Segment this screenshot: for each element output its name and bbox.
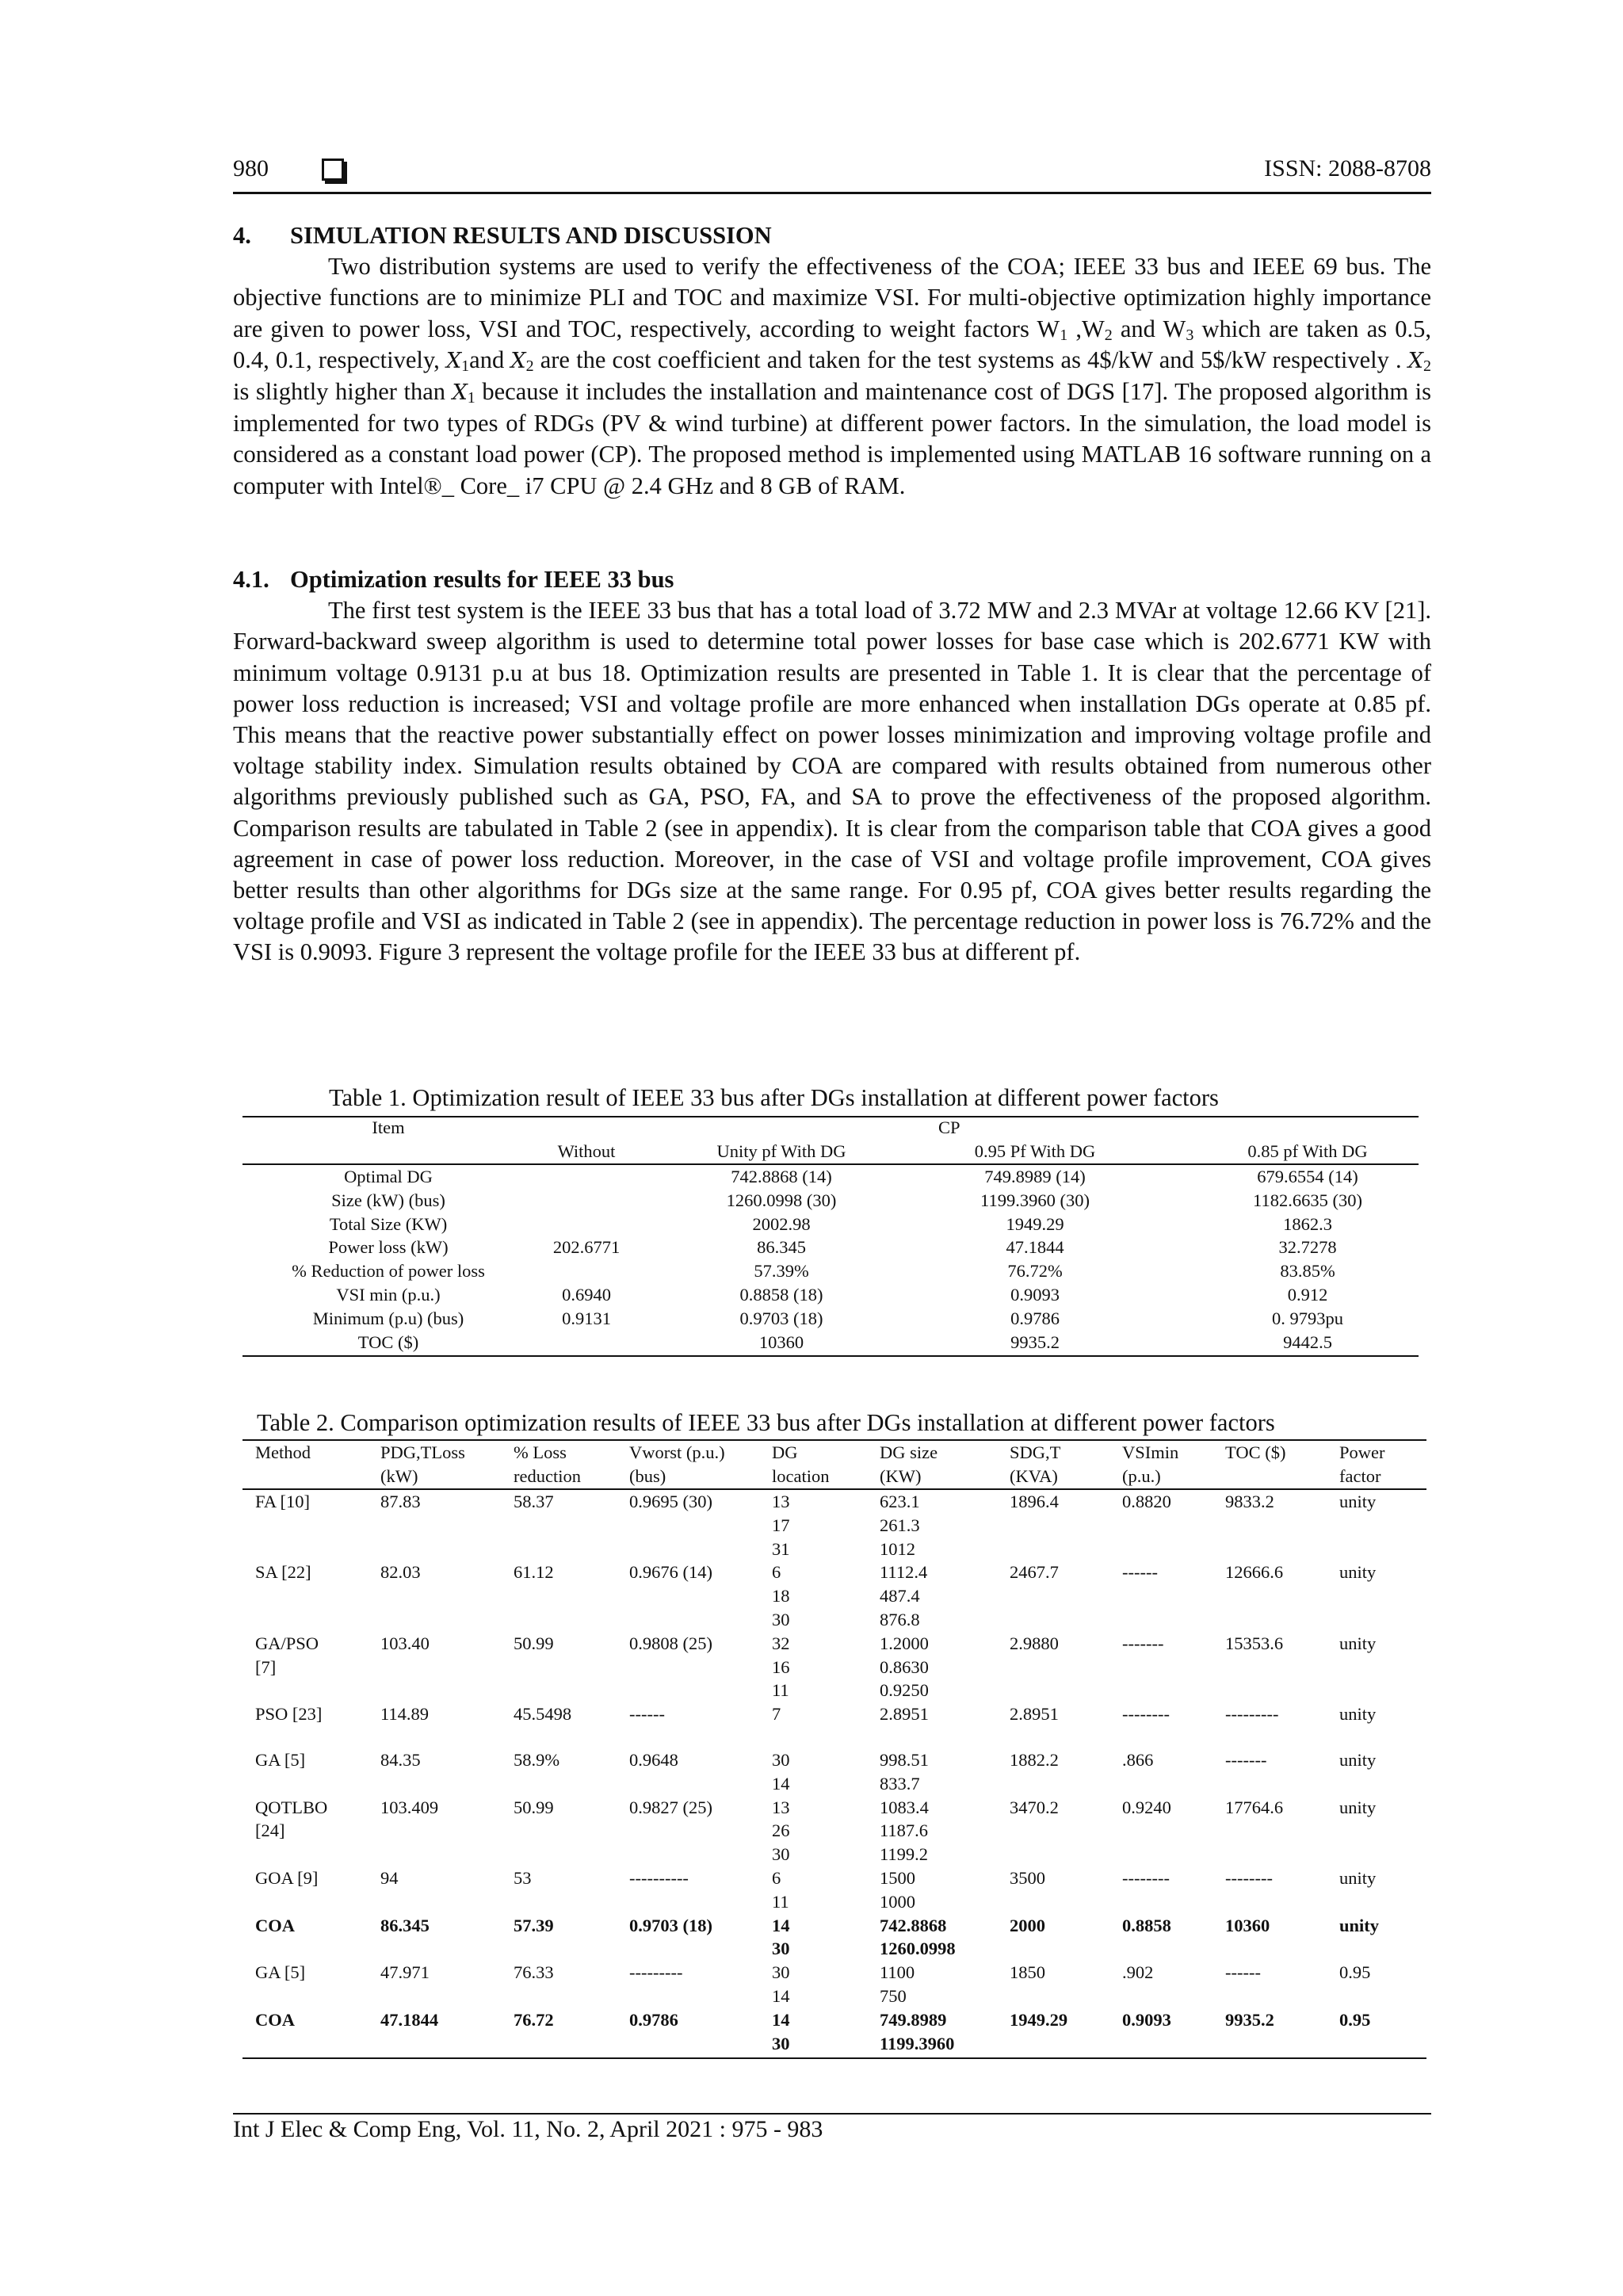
table-2-cell: 0.9240 [1122, 1797, 1171, 1817]
table-1-cell: 679.6554 (14) [1257, 1167, 1358, 1186]
table-1-cell: 2002.98 [752, 1213, 811, 1234]
table-2-cell: 26 [772, 1820, 790, 1841]
subscript: 2 [1104, 326, 1113, 344]
table-2-cell: 0.9648 [629, 1750, 678, 1770]
table-2-column-header: (KVA) [1010, 1466, 1058, 1486]
table-2-method: QOTLBO [255, 1797, 328, 1817]
table-2-cell: 0.8630 [880, 1656, 929, 1677]
table-2-cell: 0.9676 (14) [629, 1562, 712, 1583]
table-2-cell: 47.971 [380, 1962, 430, 1983]
table-2-cell: 0.95 [1339, 2009, 1371, 2030]
section-4 [233, 220, 1431, 502]
table-2-cell: 7 [772, 1704, 781, 1725]
table-2-cell: 2467.7 [1010, 1562, 1059, 1583]
table-2-cell: 30 [772, 1844, 790, 1865]
table-2-column-header: location [772, 1466, 830, 1486]
table-2-cell: 9935.2 [1225, 2009, 1274, 2030]
table-2-cell: 6 [772, 1562, 781, 1583]
table-1-cell: Power loss (kW) [328, 1237, 449, 1258]
table-2-cell: 14 [772, 1986, 790, 2006]
table-1-cell: 76.72% [1007, 1261, 1063, 1282]
para-text: and W [1112, 315, 1186, 342]
table-2-cell: 30 [772, 1610, 790, 1629]
table-2-method: SA [22] [255, 1562, 311, 1583]
table-2-cell: 61.12 [514, 1562, 554, 1583]
table-1-cell: 0.9093 [1010, 1285, 1060, 1305]
table-2-method: PSO [23] [255, 1704, 323, 1725]
table-2-cell: 30 [772, 1962, 790, 1983]
section-4-1-title: Optimization results for IEEE 33 bus [290, 566, 674, 593]
table-2-cell: 749.8989 [880, 2009, 947, 2030]
table-1-cell: 0.912 [1287, 1285, 1328, 1305]
table-2-cell: 15353.6 [1225, 1633, 1284, 1653]
para-text: and [469, 346, 511, 373]
table-2-cell: ------ [1122, 1562, 1158, 1583]
section-4-1 [233, 564, 1431, 968]
table-2-cell: 1949.29 [1010, 2009, 1068, 2030]
table-2-method: GA [5] [255, 1962, 306, 1983]
table-1-cell: 0.8858 (18) [739, 1285, 823, 1305]
table-2-cell: 30 [772, 1939, 790, 1959]
table-2-cell: 114.89 [380, 1704, 430, 1725]
table-2-cell: 10360 [1225, 1915, 1270, 1935]
table-1-column-header: 0.85 pf With DG [1247, 1141, 1368, 1161]
table-1-cell: VSI min (p.u.) [336, 1285, 441, 1305]
table-2-cell: 2.9880 [1010, 1633, 1059, 1653]
table-2-cell: 0.9786 [629, 2009, 678, 2030]
page-number: 980 [233, 155, 269, 181]
table-2-cell: 3470.2 [1010, 1797, 1059, 1817]
table-2-cell: 30 [772, 2033, 790, 2053]
table-2-cell: 1199.2 [880, 1844, 929, 1865]
section-4-1-number: 4.1. [233, 566, 269, 593]
table-1-cell: 749.8989 (14) [984, 1167, 1086, 1186]
table-2-cell: 87.83 [380, 1492, 421, 1511]
table-2-method: [7] [255, 1656, 277, 1677]
table-2-cell: ------- [1122, 1633, 1164, 1653]
table-1-cell: 83.85% [1280, 1261, 1335, 1282]
table-2-cell: -------- [1225, 1868, 1273, 1888]
table-2-cell: 76.72 [514, 2009, 554, 2030]
section-4-number: 4. [233, 222, 251, 249]
table-2-cell: 13 [772, 1797, 790, 1817]
table-1-cell: 10360 [758, 1331, 804, 1352]
table-2-cell: 11 [772, 1891, 789, 1912]
table-2-cell: 31 [772, 1538, 790, 1559]
table-2-cell: ---------- [629, 1868, 689, 1888]
table-2-cell: 2.8951 [1010, 1704, 1059, 1725]
issn: ISSN: 2088-8708 [1264, 155, 1431, 181]
table-2-cell: unity [1339, 1797, 1377, 1817]
table-2-cell: 32 [772, 1633, 790, 1653]
table-2-cell: ------- [1225, 1750, 1267, 1770]
table-1-cell: Total Size (KW) [329, 1213, 448, 1234]
math-symbol: X [452, 380, 468, 406]
subscript: 2 [1423, 357, 1431, 375]
table-2-cell: --------- [1225, 1704, 1279, 1725]
table-1-cell: 1949.29 [1006, 1213, 1064, 1234]
table-2-cell: 0.9808 (25) [629, 1633, 712, 1653]
table-2-cell: 0.9093 [1122, 2009, 1171, 2030]
table-2-cell: 0.9250 [880, 1680, 929, 1701]
table-2-bottom-rule [242, 2057, 1426, 2059]
para-text: ,W [1067, 315, 1105, 342]
table-1-cell: 57.39% [754, 1261, 809, 1282]
table-2-cell: 47.1844 [380, 2009, 439, 2030]
table-2-method: COA [255, 2009, 295, 2030]
subscript: 1 [1060, 326, 1068, 344]
table-2-cell: 50.99 [514, 1633, 554, 1653]
table-1-cell: Size (kW) (bus) [331, 1190, 445, 1210]
table-2-cell: .902 [1122, 1962, 1154, 1983]
table-2-cell: 876.8 [880, 1610, 920, 1629]
table-2-column-header: DG [772, 1442, 798, 1462]
table-2-cell: 0.8820 [1122, 1492, 1171, 1511]
table-2-cell: 1850 [1010, 1962, 1045, 1983]
table-1-cell: 0.6940 [562, 1285, 611, 1305]
table-2-cell: 1012 [880, 1538, 915, 1559]
table-1-cell: 0. 9793pu [1272, 1308, 1343, 1328]
table-2-cell: 0.9695 (30) [629, 1492, 712, 1511]
table-1-cell: 1260.0998 (30) [726, 1190, 837, 1210]
table-1-cell: 0.9703 (18) [739, 1308, 823, 1328]
table-2-cell: .866 [1122, 1750, 1154, 1770]
table-2-cell: 1896.4 [1010, 1492, 1059, 1511]
table-2-cell: 0.9827 (25) [629, 1797, 712, 1817]
table-2-cell: 12666.6 [1225, 1562, 1284, 1583]
table-2-column-header: (kW) [380, 1466, 418, 1486]
table-2-method: GOA [9] [255, 1868, 319, 1888]
table-1-column-header: Without [557, 1141, 616, 1161]
table-1-cell: Minimum (p.u) (bus) [312, 1308, 464, 1328]
table-1-cell: 1199.3960 (30) [980, 1190, 1090, 1210]
table-2-cell: 50.99 [514, 1797, 554, 1817]
math-symbol: X [510, 348, 526, 373]
section-4-1-heading [233, 564, 1431, 595]
table-1-bottom-rule [242, 1355, 1419, 1357]
table-2-cell: 1112.4 [880, 1562, 928, 1583]
table-2-cell: 11 [772, 1680, 789, 1701]
table-2-cell: 1.2000 [880, 1633, 929, 1653]
table-2-cell: 14 [772, 1915, 790, 1935]
table-2-cell: 45.5498 [514, 1704, 572, 1725]
section-4-1-paragraph: The first test system is the IEEE 33 bus that has a total load of 3.72 MW and 2.3 MVAr at voltage 12.66 KV [21]. Forward-backward sweep algorithm is used to determine total power losses for base case which is 202.6771 KW with minimum voltage 0.9131 p.u at bus 18. Optimization results are presented in Table 1. It is clear that the percentage of power loss reduction is increased; VSI and voltage profile are more enhanced when installation DGs operate at 0.85 pf. This means that the reactive power substantially effect on power losses minimization and improving voltage profile and voltage stability index. Simulation results obtained by COA are compared with results obtained from numerous other algorithms previously published such as GA, PSO, FA, and SA to prove the effectiveness of the proposed algorithm. Comparison results are tabulated in Table 2 (see in appendix). It is clear from the comparison table that COA gives a good agreement in case of power loss reduction. Moreover, in the case of VSI and voltage profile improvement, COA gives better results than other algorithms for DGs size at the same range. For 0.95 pf, COA gives better results regarding the voltage profile and VSI as indicated in Table 2 (see in appendix). The percentage reduction in power loss is 76.72% and the VSI is 0.9093. Figure 3 represent the voltage profile for the IEEE 33 bus at different pf. [233, 597, 1431, 966]
table-1-header-item: Item [372, 1117, 405, 1137]
table-2-cell: 623.1 [880, 1492, 920, 1511]
table-2-cell: unity [1339, 1492, 1377, 1511]
table-2-column-header: reduction [514, 1466, 581, 1486]
footer-citation: Int J Elec & Comp Eng, Vol. 11, No. 2, April 2021 : 975 - 983 [233, 2116, 823, 2142]
table-2-cell: unity [1339, 1868, 1377, 1888]
header-rule [233, 192, 1431, 194]
table-2-cell: 1882.2 [1010, 1750, 1059, 1770]
table-2-cell: -------- [1122, 1868, 1170, 1888]
table-2-cell: 1083.4 [880, 1797, 929, 1817]
table-2-cell: 58.9% [514, 1750, 560, 1770]
table-2-cell: 6 [772, 1868, 781, 1888]
table-2-cell: 14 [772, 1773, 790, 1794]
table-2-column-header: PDG,TLoss [380, 1442, 465, 1462]
subscript: 3 [1186, 326, 1194, 344]
table-2-cell: 0.8858 [1122, 1915, 1171, 1935]
table-2-cell: 2000 [1010, 1915, 1045, 1935]
table-2-column-header: Method [255, 1442, 311, 1462]
table-1-cell: 1862.3 [1283, 1213, 1332, 1234]
section-4-heading [233, 220, 1431, 251]
subscript: 1 [461, 357, 470, 375]
table-2-cell: 1500 [880, 1868, 915, 1888]
table-2-cell: 16 [772, 1656, 790, 1677]
table-2-cell: 103.40 [380, 1633, 430, 1653]
table-2-method: FA [10] [255, 1492, 310, 1511]
para-text: are the cost coefficient and taken for the test systems as 4$/kW and 5$/kW respectively . [533, 346, 1408, 373]
section-4-title: SIMULATION RESULTS AND DISCUSSION [290, 222, 772, 249]
table-2-cell: unity [1339, 1562, 1377, 1583]
running-header [233, 155, 1431, 193]
table-1-cell: 9442.5 [1283, 1331, 1332, 1352]
table-1-cell: 86.345 [757, 1237, 806, 1258]
table-2-header-rule [242, 1488, 1426, 1490]
table-2-column-header: (p.u.) [1122, 1466, 1161, 1486]
math-symbol: X [445, 348, 462, 373]
table-2-cell: 261.3 [880, 1515, 920, 1535]
table-2-cell: 14 [772, 2009, 790, 2030]
table-2-cell: 18 [772, 1586, 790, 1606]
table-2-cell: 17764.6 [1225, 1797, 1284, 1817]
para-text: Two distribution systems are used to verify the effectiveness of the COA; IEEE 33 bus and IEEE 69 bus. The objective functions are to minimize PLI and TOC and maximize VSI. For multi-objective optimization highly importance are given to power loss, VSI and TOC, respectively, according to weight factors W [233, 253, 1431, 342]
table-2-column-header: SDG,T [1010, 1442, 1061, 1462]
table-2-caption: Table 2. Comparison optimization results of IEEE 33 bus after DGs installation at different power factors [257, 1409, 1275, 1436]
table-1-cell: 742.8868 (14) [731, 1167, 832, 1186]
table-2-cell: 58.37 [514, 1492, 554, 1511]
table-2-cell: 9833.2 [1225, 1492, 1274, 1511]
table-2-cell: 17 [772, 1515, 790, 1535]
table-2-cell: 84.35 [380, 1750, 421, 1770]
footer-rule [233, 2113, 1431, 2115]
table-2-column-header: TOC ($) [1225, 1442, 1286, 1462]
para-text: is slightly higher than [233, 378, 453, 406]
table-2-column-header: DG size [880, 1442, 938, 1462]
table-1-cell: 9935.2 [1010, 1331, 1060, 1352]
table-1-top-rule [242, 1116, 1419, 1117]
table-1-caption: Table 1. Optimization result of IEEE 33 bus after DGs installation at different power factors [329, 1084, 1219, 1111]
table-2-cell: 103.409 [380, 1797, 439, 1817]
table-2-cell: unity [1339, 1704, 1377, 1725]
table-2-cell: 750 [880, 1986, 907, 2006]
table-2-cell: 1199.3960 [880, 2033, 955, 2053]
table-2-column-header: Vworst (p.u.) [629, 1442, 725, 1462]
table-2-cell: 57.39 [514, 1915, 554, 1935]
table-2-cell: unity [1339, 1633, 1377, 1653]
table-2-cell: 82.03 [380, 1562, 421, 1583]
table-2-column-header: VSImin [1122, 1442, 1179, 1462]
para-text: because it includes the installation and maintenance cost of DGS [17]. The proposed algorithm is implemented for two types of RDGs (PV & wind turbine) at different power factors. In the simulation, the load model is considered as a constant load power (CP). The proposed method is implemented using MATLAB 16 software running on a computer with Intel®_ Core_ i7 CPU @ 2.4 GHz and 8 GB of RAM. [233, 378, 1431, 499]
table-2-cell: unity [1339, 1915, 1380, 1935]
table-1-column-header: 0.95 Pf With DG [974, 1141, 1096, 1161]
table-1-cell: 32.7278 [1278, 1237, 1337, 1258]
table-1-cell: 1182.6635 (30) [1253, 1190, 1362, 1210]
table-2-cell: 53 [514, 1868, 532, 1888]
table-2-method: [24] [255, 1820, 285, 1841]
table-1-cell: 0.9131 [562, 1308, 611, 1328]
table-2-method: GA/PSO [255, 1633, 319, 1653]
table-2-cell: 0.9703 (18) [629, 1915, 712, 1935]
table-2-cell: 2.8951 [880, 1704, 929, 1725]
table-2-cell: 76.33 [514, 1962, 554, 1983]
table-2-cell: -------- [1122, 1704, 1170, 1725]
table-1-header-rule [242, 1163, 1419, 1165]
table-2-method: COA [255, 1915, 295, 1935]
table-2-column-header: (KW) [880, 1466, 922, 1486]
para-text: which are taken as 0.5, 0.4, 0.1, respectively, [233, 315, 1431, 373]
table-2-column-header: (bus) [629, 1466, 666, 1486]
table-2-cell: 998.51 [880, 1750, 929, 1770]
table-2-cell: 1260.0998 [880, 1939, 956, 1959]
table-2-cell: 833.7 [880, 1773, 920, 1794]
table-2-cell: 1100 [880, 1962, 915, 1983]
table-1-cell: % Reduction of power loss [292, 1261, 485, 1282]
table-2-column-header: Power [1339, 1442, 1385, 1462]
table-2-column-header: % Loss [514, 1442, 567, 1462]
table-2-cell: 30 [772, 1750, 790, 1770]
table-1-cell: 202.6771 [552, 1237, 621, 1258]
table-2-cell: 13 [772, 1492, 790, 1511]
checkbox-square-icon [322, 159, 344, 181]
table-2-method: GA [5] [255, 1750, 306, 1770]
math-symbol: X [1407, 348, 1423, 373]
table-1-cell: TOC ($) [357, 1331, 419, 1352]
table-2-column-header: factor [1339, 1466, 1381, 1486]
table-2-cell: 487.4 [880, 1586, 920, 1606]
table-2-cell: 1187.6 [880, 1820, 929, 1841]
table-2-cell: 86.345 [380, 1915, 430, 1935]
subscript: 1 [467, 389, 475, 407]
table-1-column-header: Unity pf With DG [716, 1141, 846, 1161]
table-1-header-cp: CP [938, 1117, 960, 1137]
table-2-cell: 742.8868 [880, 1915, 947, 1935]
table-2-cell: --------- [629, 1962, 683, 1983]
table-1-cell: Optimal DG [344, 1167, 433, 1186]
subscript: 2 [525, 357, 534, 375]
table-2-cell: 0.95 [1339, 1962, 1371, 1983]
table-2-cell: ------ [629, 1704, 665, 1725]
table-2-cell: unity [1339, 1750, 1377, 1770]
table-1-cell: 47.1844 [1006, 1237, 1064, 1258]
table-2-cell: 1000 [880, 1891, 915, 1912]
table-1-cell: 0.9786 [1010, 1308, 1060, 1328]
table-2-cell: 94 [380, 1868, 399, 1888]
table-2-cell: 3500 [1010, 1868, 1045, 1888]
table-2-cell: ------ [1225, 1962, 1261, 1983]
section-4-paragraph [233, 251, 1431, 502]
